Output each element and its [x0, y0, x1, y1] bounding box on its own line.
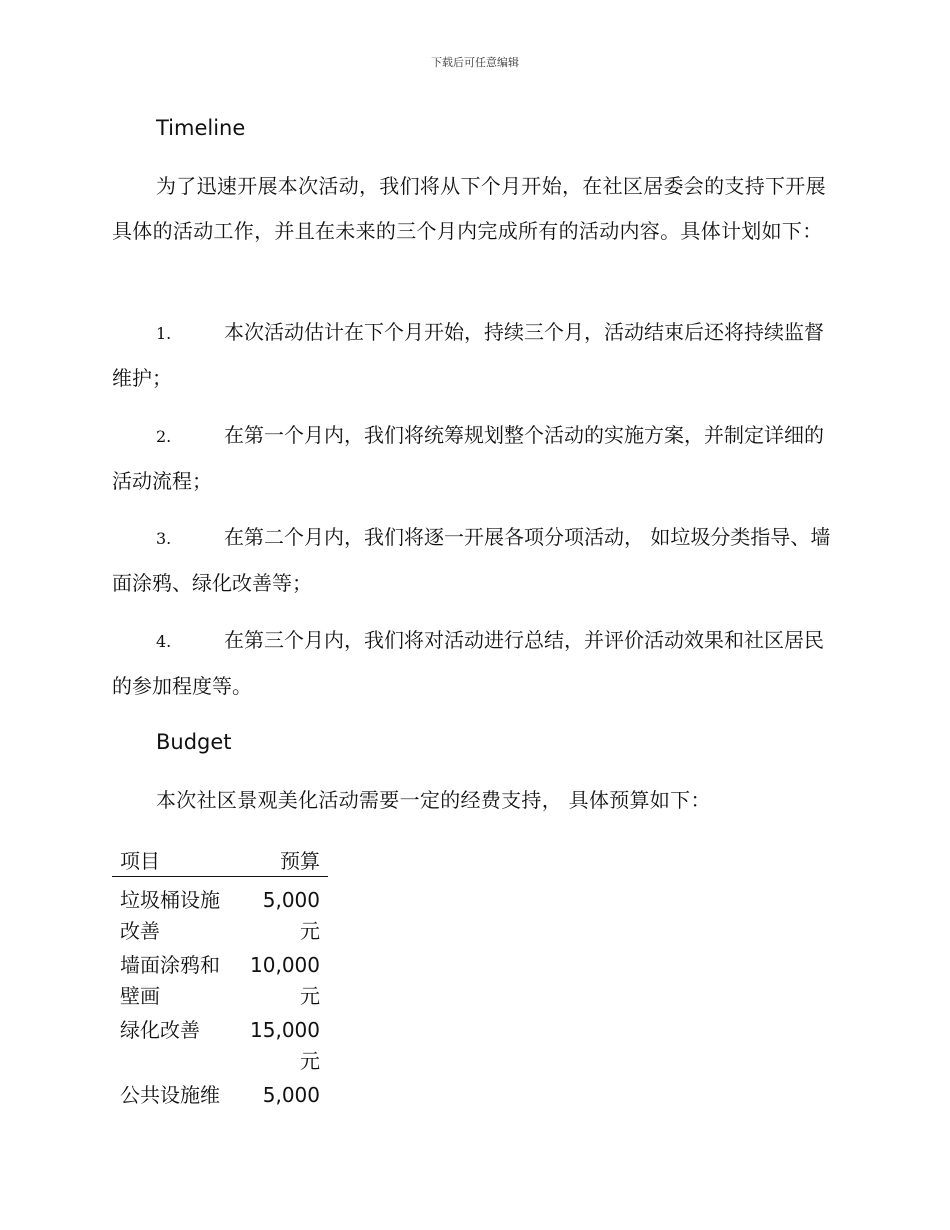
table-header-amount: 预算 [242, 842, 328, 877]
timeline-list-item [112, 310, 838, 401]
list-item-text: 在第三个月内，我们将对活动进行总结，并评价活动效果和社区居民的参加程度等。 [112, 628, 824, 698]
list-item-number: 4. [156, 632, 172, 651]
table-row [112, 1077, 328, 1111]
list-item-text: 本次活动估计在下个月开始，持续三个月，活动结束后还将持续监督维护； [112, 320, 824, 390]
table-row [112, 947, 328, 1012]
list-item-text: 在第一个月内，我们将统筹规划整个活动的实施方案，并制定详细的活动流程； [112, 423, 824, 493]
table-cell-item: 墙面涂鸦和壁画 [120, 953, 220, 1008]
table-cell-item: 垃圾桶设施改善 [120, 888, 220, 943]
table-cell-amount: 15,000元 [250, 1018, 320, 1073]
list-item-number: 1. [156, 324, 172, 343]
table-row [112, 877, 328, 948]
table-cell-amount: 5,000 [262, 1083, 320, 1107]
page-header: 下载后可任意编辑 [431, 56, 519, 69]
table-cell-item: 公共设施维 [120, 1083, 220, 1107]
table-header-row [112, 842, 328, 877]
timeline-heading: Timeline [156, 116, 246, 140]
budget-intro-paragraph: 本次社区景观美化活动需要一定的经费支持， 具体预算如下： [156, 788, 711, 812]
list-item-number: 3. [156, 529, 172, 548]
table-cell-amount: 10,000元 [250, 953, 320, 1008]
timeline-list-item [112, 413, 838, 504]
list-item-number: 2. [156, 427, 172, 446]
timeline-list-item [112, 618, 838, 709]
timeline-intro-paragraph: 为了迅速开展本次活动，我们将从下个月开始，在社区居委会的支持下开展具体的活动工作，并且在未来的三个月内完成所有的活动内容。具体计划如下： [112, 174, 826, 243]
list-item-text: 在第二个月内，我们将逐一开展各项分项活动， 如垃圾分类指导、墙面涂鸦、绿化改善等； [112, 525, 831, 595]
budget-table [112, 842, 328, 1111]
budget-heading: Budget [156, 730, 232, 754]
table-row [112, 1012, 328, 1077]
timeline-list-item [112, 515, 838, 606]
table-header-item: 项目 [112, 842, 242, 877]
table-cell-item: 绿化改善 [120, 1018, 200, 1042]
table-cell-amount: 5,000元 [262, 888, 320, 943]
